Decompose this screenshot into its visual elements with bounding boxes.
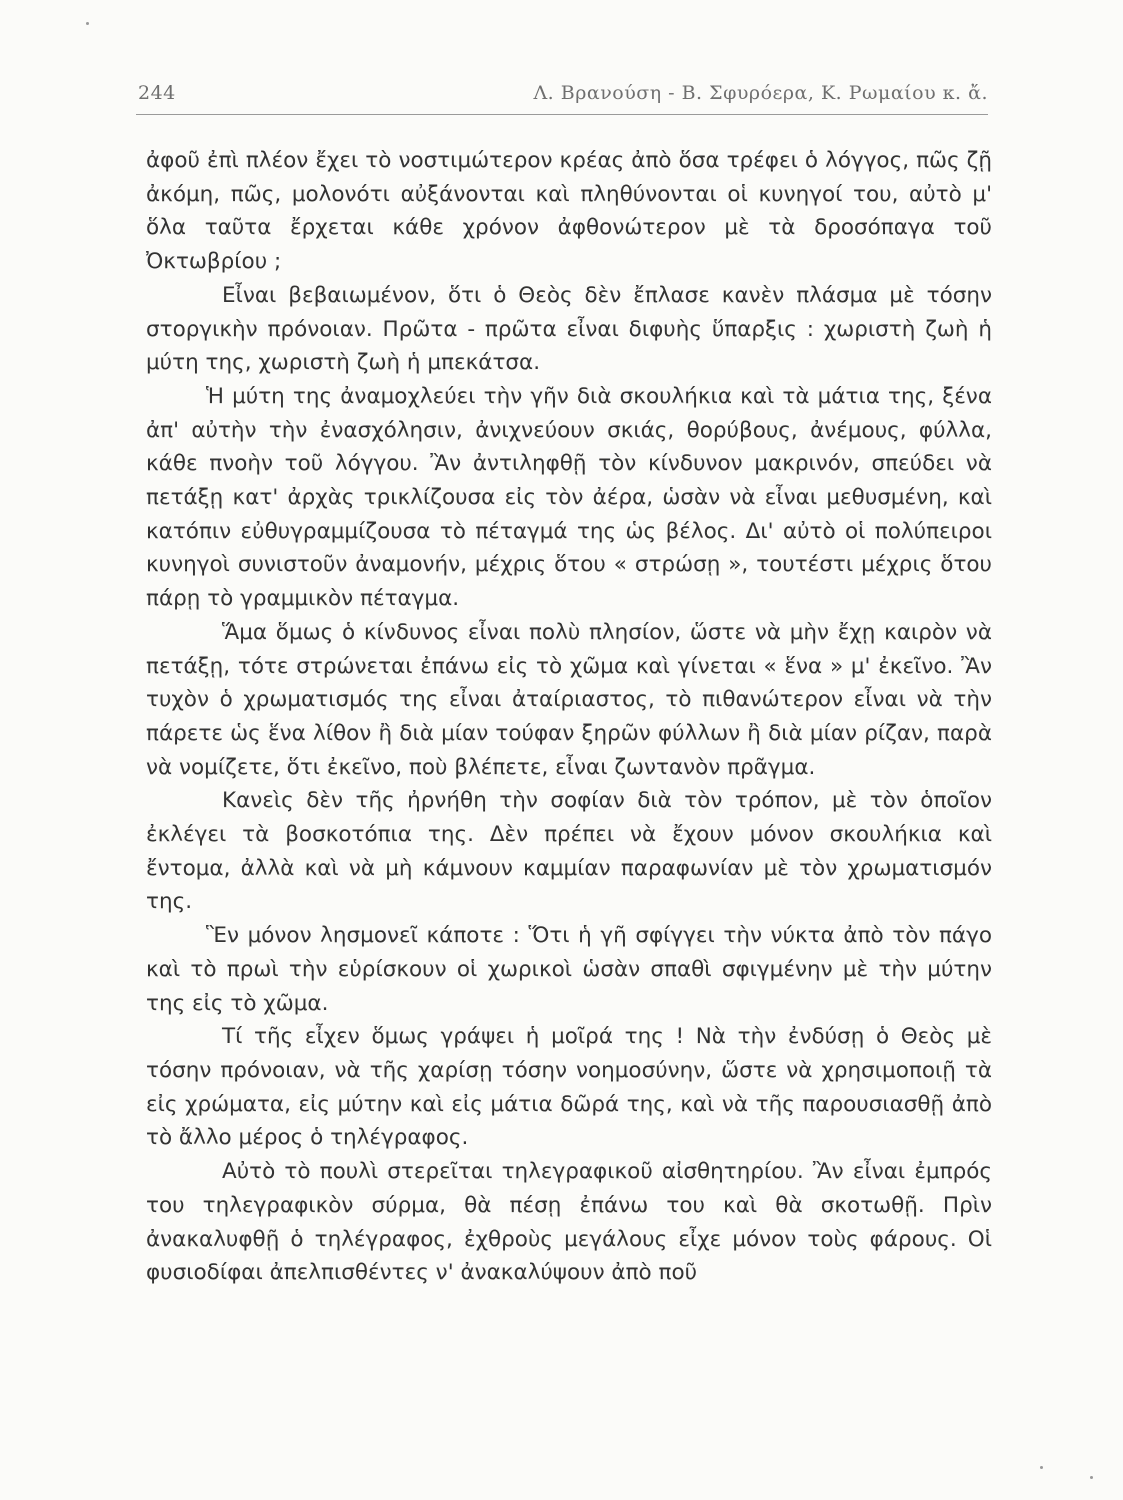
paragraph-6: Ἓν μόνον λησμονεῖ κάποτε : Ὅτι ἡ γῆ σφίγγει τὴν νύκτα ἀπὸ τὸν πάγο καὶ τὸ πρωὶ τὴν εὑρίσκουν οἱ χωρικοὶ ὡσὰν σπαθὶ σφιγμένην μὲ τὴν μύτην της εἰς τὸ χῶμα.	[146, 923, 992, 1016]
paragraph-8: Αὐτὸ τὸ πουλὶ στερεῖται τηλεγραφικοῦ αἰσθητηρίου. Ἂν εἶναι ἐμπρός του τηλεγραφικὸν σύρμα, θὰ πέσῃ ἐπάνω του καὶ θὰ σκοτωθῇ. Πρὶν ἀνακαλυφθῇ ὁ τηλέγραφος, ἐχθροὺς μεγάλους εἶχε μόνον τοὺς φάρους. Οἱ φυσιοδίφαι ἀπελπισθέντες ν' ἀνακαλύψουν ἀπὸ ποῦ	[146, 1159, 992, 1286]
paragraph-3: Ἡ μύτη της ἀναμοχλεύει τὴν γῆν διὰ σκουλήκια καὶ τὰ μάτια της, ξένα ἀπ' αὐτὴν τὴν ἐνασχόλησιν, ἀνιχνεύουν σκιάς, θορύβους, ἀνέμους, φύλλα, κάθε πνοὴν τοῦ λόγγου. Ἂν ἀντιληφθῇ τὸν κίνδυνον μακρινόν, σπεύδει νὰ πετάξῃ κατ' ἀρχὰς τρικλίζουσα εἰς τὸν ἀέρα, ὡσὰν νὰ εἶναι μεθυσμένη, καὶ κατόπιν εὐθυγραμμίζουσα τὸ πέταγμά της ὡς βέλος. Δι' αὐτὸ οἱ πολύπειροι κυνηγοὶ συνιστοῦν ἀναμονήν, μέχρις ὅτου « στρώσῃ », τουτέστι μέχρις ὅτου πάρῃ τὸ γραμμικὸν πέταγμα.	[146, 383, 992, 612]
scan-speck	[1040, 1466, 1043, 1469]
paragraph-1: ἀφοῦ ἐπὶ πλέον ἔχει τὸ νοστιμώτερον κρέας ἀπὸ ὅσα τρέφει ὁ λόγγος, πῶς ζῇ ἀκόμη, πῶς, μολονότι αὐξάνονται καὶ πληθύνονται οἱ κυνηγοί του, αὐτὸ μ' ὅλα ταῦτα ἔρχεται κάθε χρόνον ἀφθονώτερον μὲ τὰ δροσόπαγα τοῦ Ὀκτωβρίου ;	[146, 148, 992, 275]
header-authors: Λ. Βρανούση - Β. Σφυρόερα, Κ. Ρωμαίου κ. ἄ.	[533, 82, 988, 104]
body-text	[146, 144, 992, 1290]
paragraph-7: Τί τῆς εἶχεν ὅμως γράψει ἡ μοῖρά της ! Νὰ τὴν ἐνδύσῃ ὁ Θεὸς μὲ τόσην πρόνοιαν, νὰ τῆς χαρίσῃ τόσην νοημοσύνην, ὥστε νὰ χρησιμοποιῇ τὰ εἰς χρώματα, εἰς μύτην καὶ εἰς μάτια δῶρά της, καὶ νὰ τῆς παρουσιασθῇ ἀπὸ τὸ ἄλλο μέρος ὁ τηλέγραφος.	[146, 1024, 992, 1151]
scan-speck	[86, 22, 89, 25]
paragraph-5: Κανεὶς δὲν τῆς ἠρνήθη τὴν σοφίαν διὰ τὸν τρόπον, μὲ τὸν ὁποῖον ἐκλέγει τὰ βοσκοτόπια της. Δὲν πρέπει νὰ ἔχουν μόνον σκουλήκια καὶ ἔντομα, ἀλλὰ καὶ νὰ μὴ κάμνουν καμμίαν παραφωνίαν μὲ τὸν χρωματισμόν της.	[146, 788, 992, 915]
paragraph-4: Ἅμα ὅμως ὁ κίνδυνος εἶναι πολὺ πλησίον, ὥστε νὰ μὴν ἔχῃ καιρὸν νὰ πετάξῃ, τότε στρώνεται ἐπάνω εἰς τὸ χῶμα καὶ γίνεται « ἕνα » μ' ἐκεῖνο. Ἂν τυχὸν ὁ χρωματισμός της εἶναι ἀταίριαστος, τὸ πιθανώτερον εἶναι νὰ τὴν πάρετε ὡς ἕνα λίθον ἢ διὰ μίαν τούφαν ξηρῶν φύλλων ἢ διὰ μίαν ρίζαν, παρὰ νὰ νομίζετε, ὅτι ἐκεῖνο, ποὺ βλέπετε, εἶναι ζωντανὸν πρᾶγμα.	[146, 619, 992, 780]
running-head	[130, 76, 988, 112]
header-rule	[136, 114, 988, 115]
scan-speck	[1090, 1476, 1093, 1479]
page-number: 244	[138, 82, 176, 104]
paragraph-2: Εἶναι βεβαιωμένον, ὅτι ὁ Θεὸς δὲν ἔπλασε κανὲν πλάσμα μὲ τόσην στοργικὴν πρόνοιαν. Πρῶτα - πρῶτα εἶναι διφυὴς ὕπαρξις : χωριστὴ ζωὴ ἡ μύτη της, χωριστὴ ζωὴ ἡ μπεκάτσα.	[146, 282, 992, 376]
